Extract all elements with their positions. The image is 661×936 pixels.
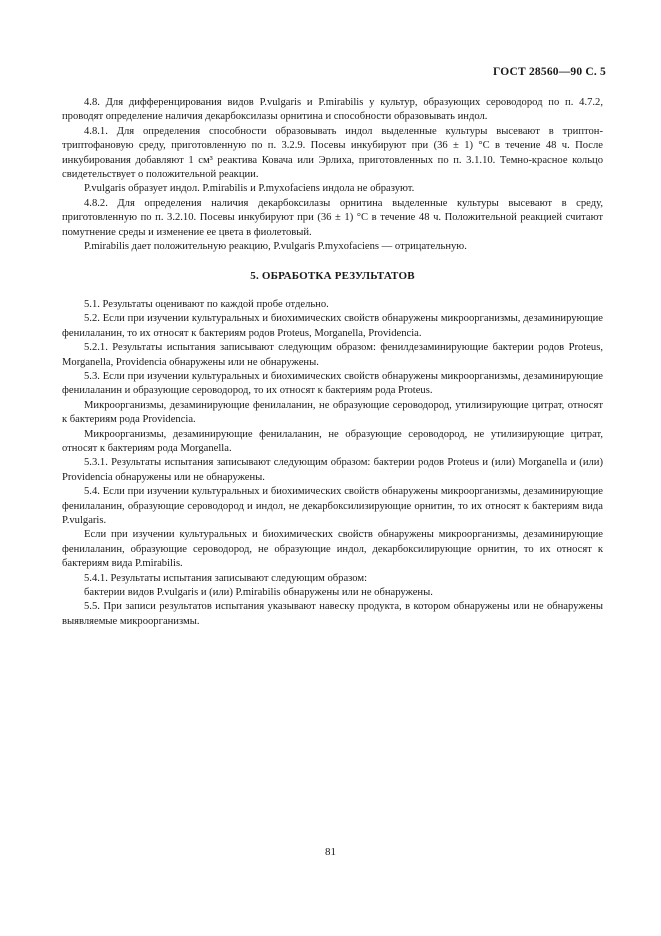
document-header: ГОСТ 28560—90 С. 5 [493,66,606,78]
paragraph-4-8-1: 4.8.1. Для определения способности образовывать индол выделенные культуры высевают в триптон-триптофановую среду, приготовленную по п. 3.2.9. Посевы инкубируют при (36 ± 1) °С в течение 48 ч. После инкубирования добавляют 1 см³ реактива Ковача или Эрлиха, приготовленных по п. 3.1.10. Темно-красное кольцо свидетельствует о положительной реакции. [62,125,603,181]
section-title: 5. ОБРАБОТКА РЕЗУЛЬТАТОВ [250,270,415,283]
paragraph-5-3: 5.3. Если при изучении культуральных и биохимических свойств обнаружены микроорганизмы, дезаминирующие фенилаланин и образующие сероводород, то их относят к бактериям рода Proteus. [62,370,603,397]
paragraph-record-format: бактерии видов P.vulgaris и (или) P.mirabilis обнаружены или не обнаружены. [84,587,433,598]
paragraph-providencia: Микроорганизмы, дезаминирующие фенилаланин, не образующие сероводород, утилизирующие цитрат, относят к бактериям рода Providencia. [62,399,603,426]
paragraph-indol-result: P.vulgaris образует индол. P.mirabilis и P.myxofaciens индола не образуют. [84,183,415,195]
paragraph-5-2: 5.2. Если при изучении культуральных и биохимических свойств обнаружены микроорганизмы, дезаминирующие фенилаланин, то их относят к бактериям родов Proteus, Morganella, Providencia. [62,313,603,339]
paragraph-5-3-1: 5.3.1. Результаты испытания записывают следующим образом: бактерии родов Proteus и (или) Morganella и (или) Providencia обнаружены или не обнаружены. [62,457,603,483]
paragraph-5-5: 5.5. При записи результатов испытания указывают навеску продукта, в котором обнаружены или не обнаружены выявляемые микроорганизмы. [62,601,603,627]
page-number: 81 [325,846,336,858]
document-body [62,96,603,629]
paragraph-4-8-2: 4.8.2. Для определения наличия декарбоксилазы орнитина выделенные культуры высевают в среду, приготовленную по п. 3.2.10. Посевы инкубируют при (36 ± 1) °С в течение 48 ч. Положительной реакцией считают помутнение среды и изменение ее цвета в фиолетовый. [62,197,603,238]
paragraph-5-4-1: 5.4.1. Результаты испытания записывают следующим образом: [84,572,368,584]
paragraph-5-1: 5.1. Результаты оценивают по каждой пробе отдельно. [84,298,329,310]
paragraph-5-2-1: 5.2.1. Результаты испытания записывают следующим образом: фенилдезаминирующие бактерии родов Proteus, Morganella, Providencia обнаружены или не обнаружены. [62,342,603,368]
paragraph-5-4: 5.4. Если при изучении культуральных и биохимических свойств обнаружены микроорганизмы, дезаминирующие фенилаланин, образующие сероводород и индол, не декарбоксилизирующие орнитин, то их относят к бактериям вида P.vulgaris. [62,486,603,526]
paragraph-mirabilis: Если при изучении культуральных и биохимических свойств обнаружены микроорганизмы, дезаминирующие фенилаланин, образующие сероводород, не образующие индол, декарбоксилирующие орнитин, то их относят к бактериям вида P.mirabilis. [62,529,603,570]
paragraph-4-8: 4.8. Для дифференцирования видов P.vulgaris и P.mirabilis у культур, образующих сероводород по п. 4.7.2, проводят определение наличия декарбоксилазы орнитина и способности образовывать индол. [62,97,603,123]
paragraph-ornithine-result: P.mirabilis дает положительную реакцию, P.vulgaris P.myxofaciens — отрицательную. [84,241,467,253]
paragraph-morganella: Микроорганизмы, дезаминирующие фенилаланин, не образующие сероводород, не утилизирующие цитрат, относят к бактериям рода Morganella. [62,428,603,454]
